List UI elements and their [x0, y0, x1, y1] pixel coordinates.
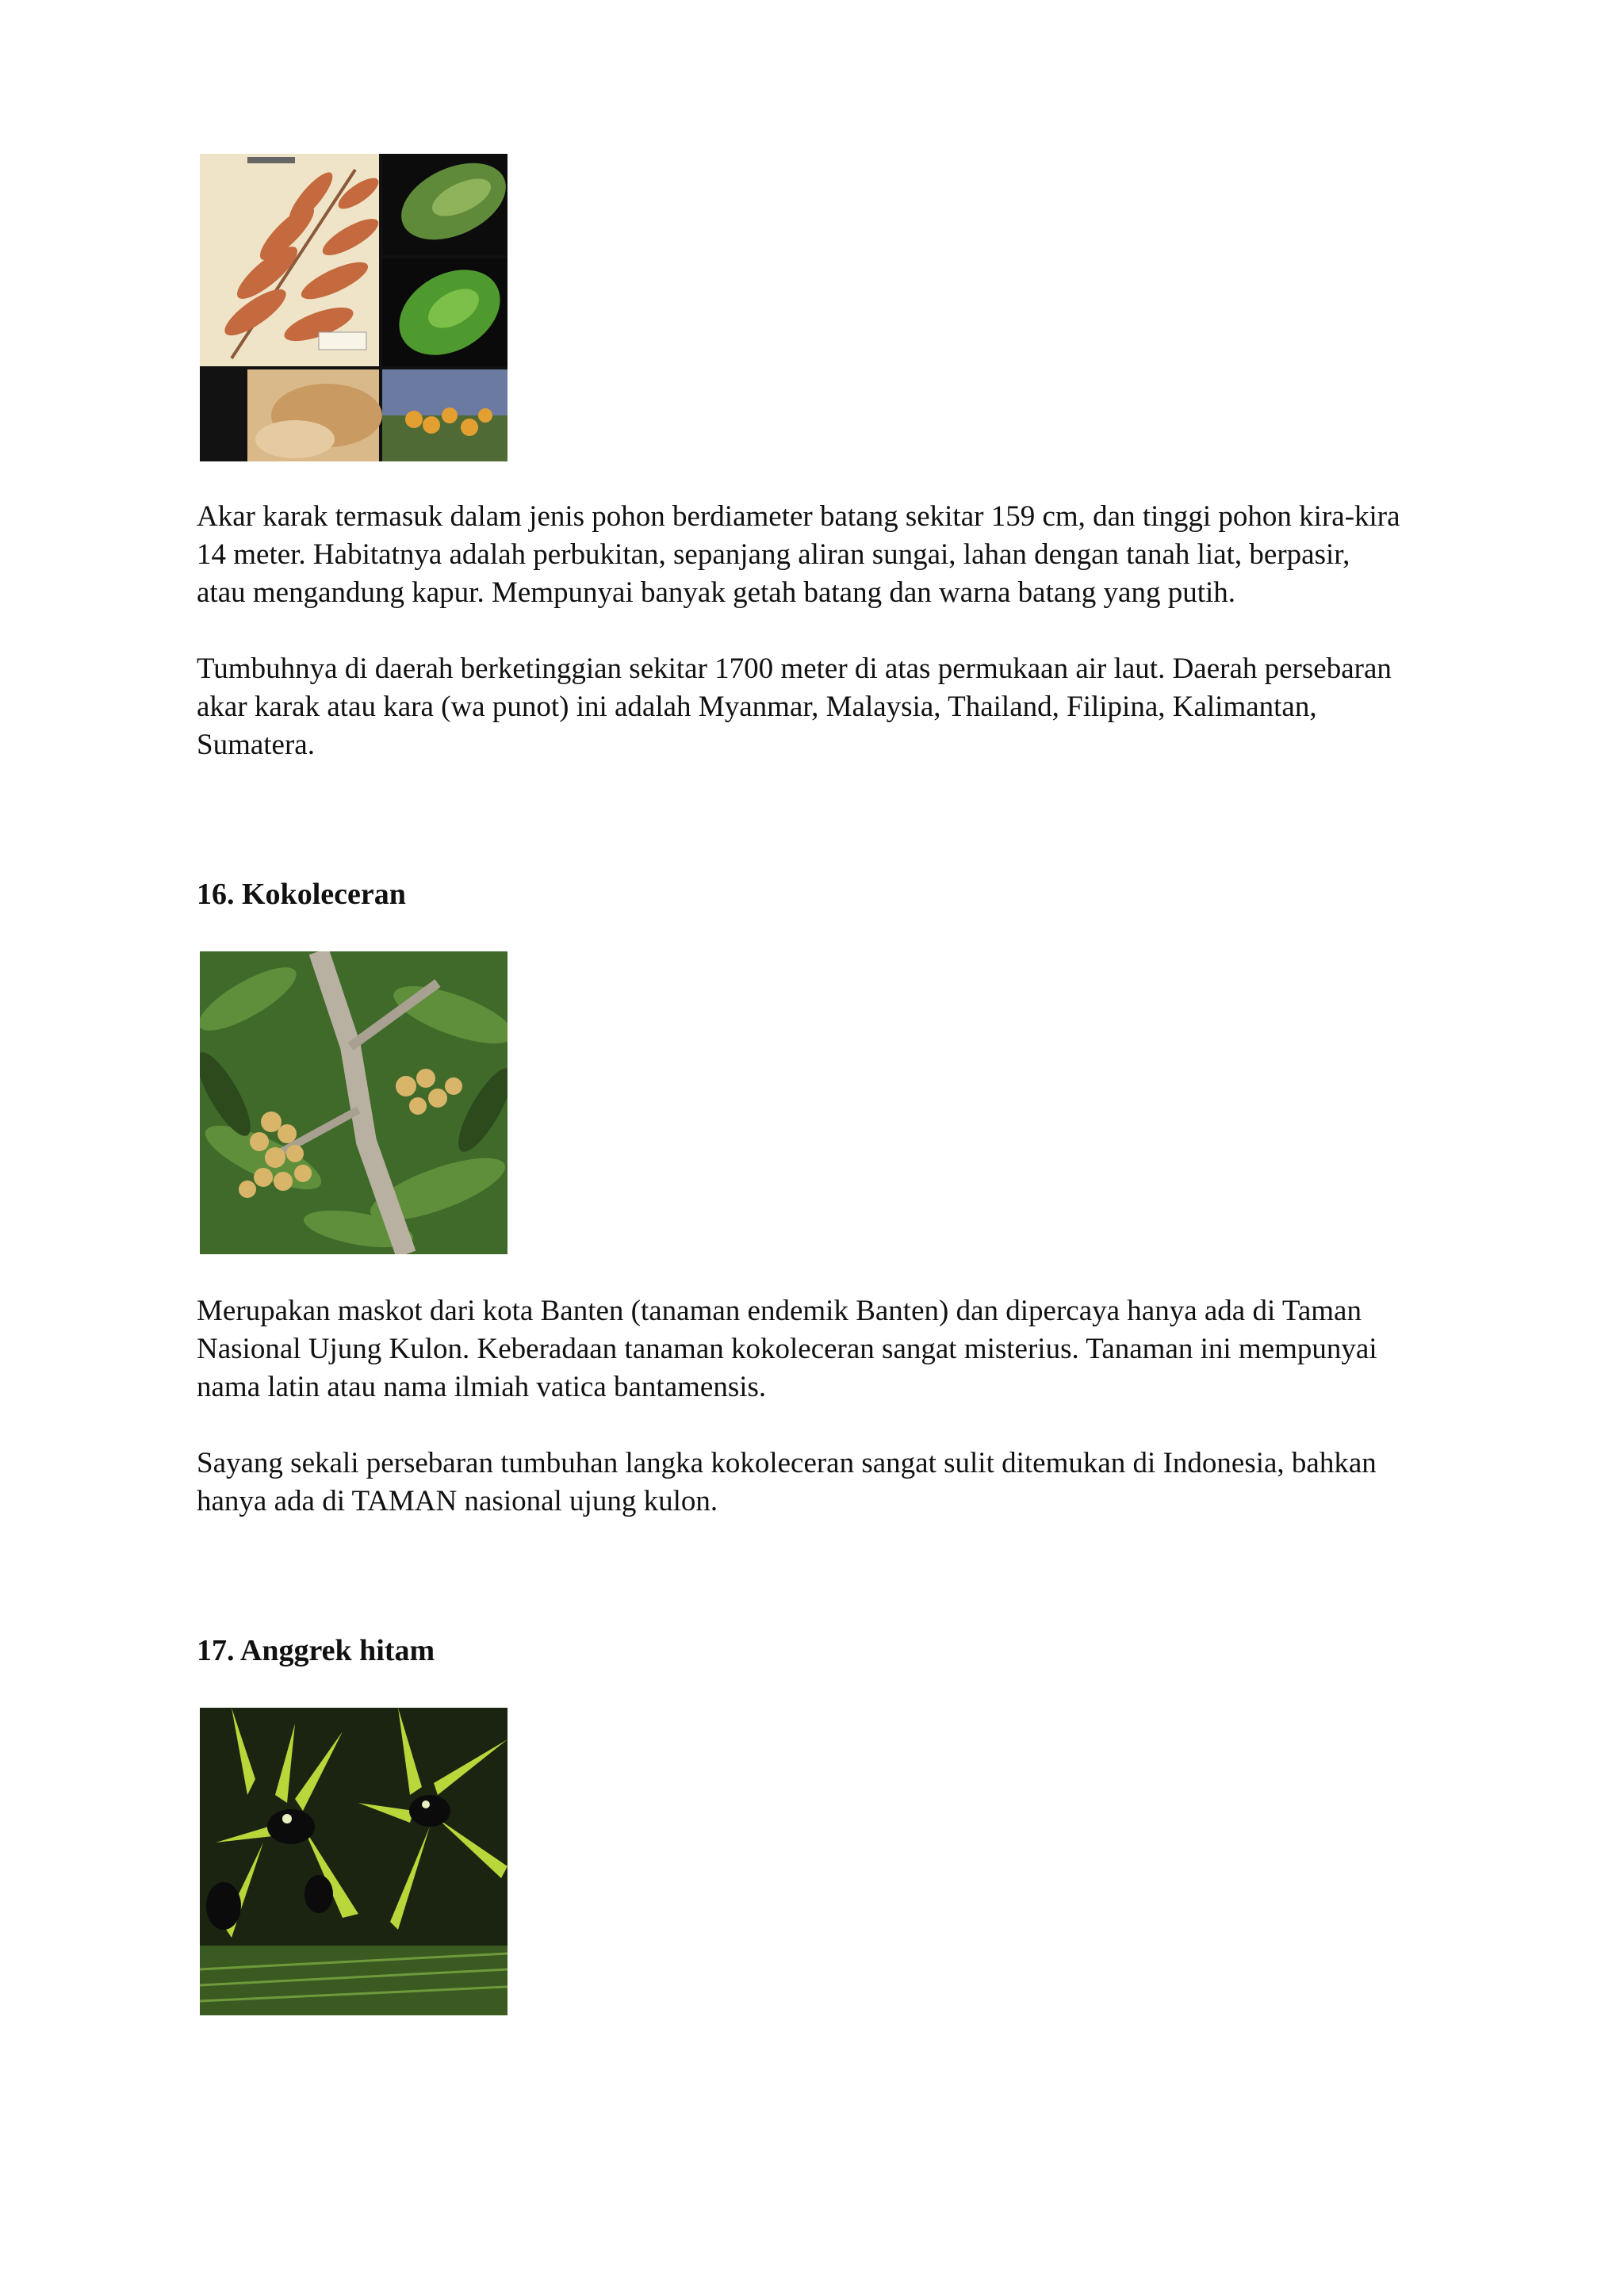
akar-karak-paragraph-1: Akar karak termasuk dalam jenis pohon berdiameter batang sekitar 159 cm, dan tinggi pohon kira-kira 14 meter. Habitatnya adalah perbukitan, sepanjang aliran sungai, lahan dengan tanah liat, berpasir, atau mengandung kapur. Mempunyai banyak getah batang dan warna batang yang putih.: [197, 500, 1400, 609]
anggrek-hitam-image: [200, 1708, 508, 2015]
kokoleceran-paragraph-1: Merupakan maskot dari kota Banten (tanaman endemik Banten) dan dipercaya hanya ada di Taman Nasional Ujung Kulon. Keberadaan tanaman kokoleceran sangat misterius. Tanaman ini mempunyai nama latin atau nama ilmiah vatica bantamensis.: [197, 1295, 1377, 1403]
section-heading-kokoleceran: 16. Kokoleceran: [197, 878, 406, 911]
kokoleceran-paragraph-2: Sayang sekali persebaran tumbuhan langka kokoleceran sangat sulit ditemukan di Indonesia, bahkan hanya ada di TAMAN nasional ujung kulon.: [197, 1447, 1377, 1517]
akar-karak-paragraph-2: Tumbuhnya di daerah berketinggian sekitar 1700 meter di atas permukaan air laut. Daerah persebaran akar karak atau kara (wa punot) ini adalah Myanmar, Malaysia, Thailand, Filipina, Kalimantan, Sumatera.: [197, 652, 1392, 761]
anggrek-hitam-flower-photo: [200, 1708, 508, 2015]
section-heading-anggrek-hitam: 17. Anggrek hitam: [197, 1634, 435, 1667]
akar-karak-specimen-collage: [200, 154, 508, 461]
akar-karak-image: [200, 154, 508, 461]
kokoleceran-fruit-photo: [200, 951, 508, 1254]
kokoleceran-image: [200, 951, 508, 1254]
